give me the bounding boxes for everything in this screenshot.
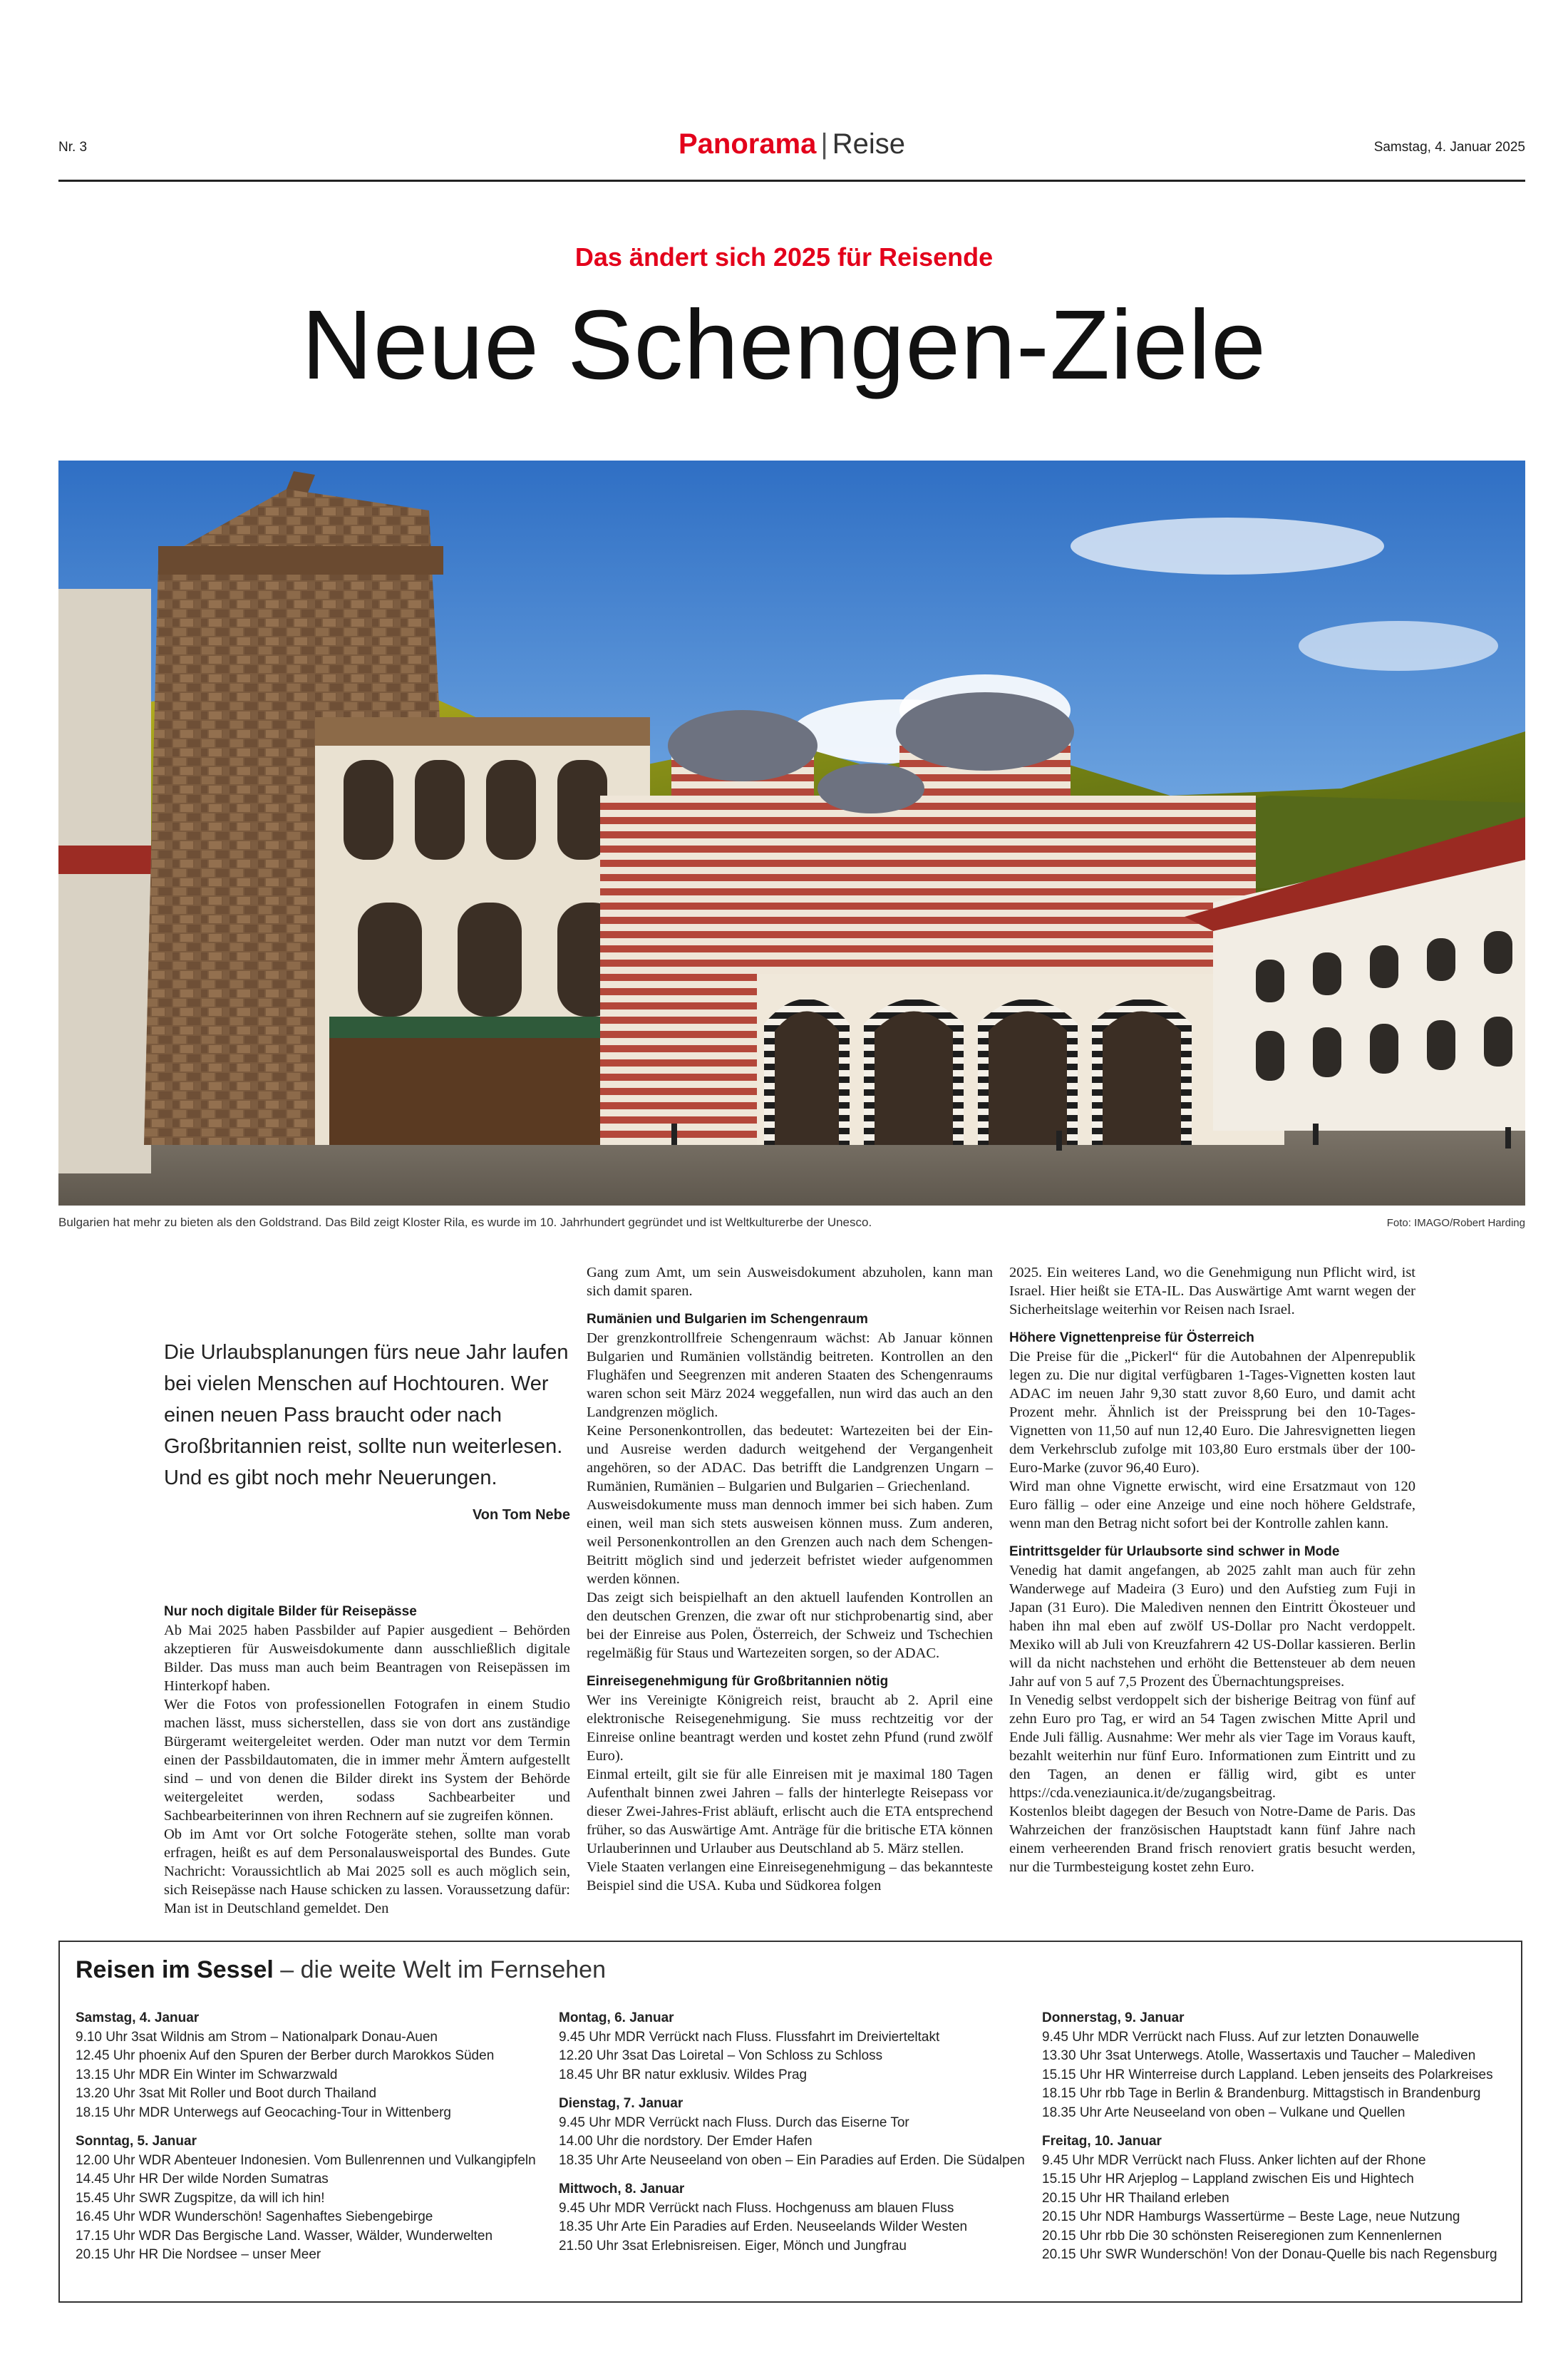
- paragraph: Keine Personenkontrollen, das bedeutet: Wartezeiten bei der Ein- und Ausreise werden dadurch weitgehend der Vergangenheit angehören, so der ADAC. Das betrifft die Landgrenzen Ungarn – Rumänien, Rumänien – Bulgarien und Bulgarien – Griechenland.: [587, 1423, 993, 1494]
- subheading: Einreisegenehmigung für Großbritannien nötig: [587, 1674, 889, 1689]
- paragraph: Der grenzkontrollfreie Schengenraum wächst: Ab Januar können Bulgarien und Rumänien vollständig beitreten. Kontrollen an den Flughäfen und Seegrenzen mit anderen Staaten des Schengenraums waren schon seit März 2024 weggefallen, nun wird das auch an den Landgrenzen möglich.: [587, 1330, 993, 1420]
- tv-item: 18.35 Uhr Arte Ein Paradies auf Erden. Neuseelands Wilder Westen: [559, 2219, 968, 2234]
- photo-credit: Foto: IMAGO/Robert Harding: [1386, 1217, 1525, 1229]
- tv-item: 12.45 Uhr phoenix Auf den Spuren der Berber durch Marokkos Süden: [76, 2048, 495, 2063]
- paragraph: Wer die Fotos von professionellen Fotografen in einem Studio machen lässt, muss sicherstellen, dass sie von dort ans zuständige Bürgeramt weitergeleitet werden. Oder man nutzt vor dem Termin einen der Passbildautomaten, die in immer mehr Ämtern aufgestellt sind – und von denen die Bilder direkt ins System der Behörde weitergeleitet werden, sodass Sachbearbeiter und Sachbearbeiterinnen von ihren Rechnern auf sie zugreifen können.: [164, 1697, 570, 1824]
- paragraph: Gang zum Amt, um sein Ausweisdokument abzuholen, kann man sich damit sparen.: [587, 1265, 993, 1299]
- tv-item: 13.20 Uhr 3sat Mit Roller und Boot durch Thailand: [76, 2086, 377, 2101]
- article-teaser: [164, 1337, 570, 1531]
- tv-item: 18.15 Uhr rbb Tage in Berlin & Brandenburg. Mittagstisch in Brandenburg: [1042, 2086, 1481, 2101]
- paragraph: Viele Staaten verlangen eine Einreisegenehmigung – das bekannteste Beispiel sind die USA. Kuba und Südkorea folgen: [587, 1859, 993, 1894]
- tv-title-sub: – die weite Welt im Fernsehen: [280, 1956, 606, 1983]
- paragraph: Ob im Amt vor Ort solche Fotogeräte stehen, sollte man vorab erfragen, heißt es auf dem Personalausweisportal des Bundes. Gute Nachricht: Voraussichtlich ab Mai 2025 soll es auch möglich sein, sich Reisepässe nach Hause schicken zu lassen. Voraussetzung dafür: Man ist in Deutschland gemeldet. Den: [164, 1826, 570, 1916]
- photo-caption: Bulgarien hat mehr zu bieten als den Goldstrand. Das Bild zeigt Kloster Rila, es wurde im 10. Jahrhundert gegründet und ist Weltkulturerbe der Unesco.: [58, 1216, 872, 1229]
- subheading: Nur noch digitale Bilder für Reisepässe: [164, 1604, 417, 1619]
- article-column-3: [1009, 1263, 1415, 1876]
- tv-item: 12.20 Uhr 3sat Das Loiretal – Von Schloss zu Schloss: [559, 2048, 883, 2063]
- paragraph: In Venedig selbst verdoppelt sich der bisherige Beitrag von fünf auf zehn Euro pro Tag, er wird an 54 Tagen zwischen Mitte April und Ende Juli fällig. Ausnahme: Wer mehr als vier Tage im Voraus kauft, bezahlt weiterhin nur fünf Euro. Informationen zum Eintritt und zu den Tagen, an denen er fällig wird, gibt es unter https://cda.veneziaunica.it/de/zugangsbeitrag.: [1009, 1692, 1415, 1801]
- tv-item: 9.45 Uhr MDR Verrückt nach Fluss. Hochgenuss am blauen Fluss: [559, 2200, 954, 2216]
- tv-item: 9.45 Uhr MDR Verrückt nach Fluss. Flussfahrt im Dreivierteltakt: [559, 2029, 940, 2045]
- tv-day: Montag, 6. Januar: [559, 2010, 674, 2025]
- tv-item: 21.50 Uhr 3sat Erlebnisreisen. Eiger, Mönch und Jungfrau: [559, 2238, 907, 2254]
- tv-item: 18.35 Uhr Arte Neuseeland von oben – Ein Paradies auf Erden. Die Südalpen: [559, 2152, 1025, 2168]
- section-label: [58, 128, 1525, 160]
- article-column-2: [587, 1263, 993, 1895]
- byline: Von Tom Nebe: [472, 1507, 570, 1523]
- tv-item: 9.45 Uhr MDR Verrückt nach Fluss. Anker lichten auf der Rhone: [1042, 2152, 1426, 2168]
- paragraph: Venedig hat damit angefangen, ab 2025 zahlt man auch für zehn Wanderwege auf Madeira (3 Euro) und den Aufstieg zum Fuji in Japan (31 Euro). Die Malediven nennen den Eintritt Ökosteuer und haben ihn mal eben auf zwölf US-Dollar pro Nacht verdoppelt. Mexiko will ab Juli von Kreuzfahrern 42 US-Dollar kassieren. Berlin will da nicht nachstehen und erhöht die Bettensteuer ab dem neuen Jahr auf von 5 auf 7,5 Prozent des Übernachtungspreises.: [1009, 1563, 1415, 1690]
- tv-item: 13.30 Uhr 3sat Unterwegs. Atolle, Wassertaxis und Taucher – Malediven: [1042, 2048, 1476, 2063]
- tv-day: Donnerstag, 9. Januar: [1042, 2010, 1185, 2025]
- monastery-photo: [58, 461, 1525, 1206]
- tv-item: 20.15 Uhr HR Die Nordsee – unser Meer: [76, 2247, 321, 2262]
- paragraph: Wird man ohne Vignette erwischt, wird eine Ersatzmaut von 120 Euro fällig – oder eine Anzeige und eine noch höhere Geldstrafe, wenn man den Betrag nicht sofort bei der Kontrolle zahlen kann.: [1009, 1479, 1415, 1531]
- brand-name: Panorama: [678, 128, 817, 160]
- page-header: [58, 128, 1525, 171]
- paragraph: 2025. Ein weiteres Land, wo die Genehmigung nun Pflicht wird, ist Israel. Hier heißt sie ETA-IL. Das Auswärtige Amt warnt wegen der Sicherheitslage weiterhin vor Reisen nach Israel.: [1009, 1265, 1415, 1317]
- tv-day: Samstag, 4. Januar: [76, 2010, 200, 2025]
- tv-day: Sonntag, 5. Januar: [76, 2134, 197, 2149]
- issue-date: Samstag, 4. Januar 2025: [1373, 140, 1525, 155]
- paragraph: Ausweisdokumente muss man dennoch immer bei sich haben. Zum einen, weil man sich stets ausweisen können muss. Zum anderen, weil Personenkontrollen an den Grenzen auch nach dem Schengen-Beitritt möglich sind und jederzeit befristet wieder aufgenommen werden können.: [587, 1497, 993, 1587]
- header-rule: [58, 180, 1525, 182]
- kicker: Das ändert sich 2025 für Reisende: [574, 242, 994, 272]
- tv-item: 14.00 Uhr die nordstory. Der Emder Hafen: [559, 2134, 813, 2149]
- paragraph: Einmal erteilt, gilt sie für alle Einreisen mit je maximal 180 Tagen Aufenthalt binnen zwei Jahren – falls der hinterlegte Reisepass vor dieser Zwei-Jahres-Frist abläuft, erlischt auch die ETA entsprechend früher, so das Auswärtige Amt. Anträge für die britische ETA können Urlauberinnen und Urlauber aus Deutschland ab 5. März stellen.: [587, 1767, 993, 1856]
- tv-item: 14.45 Uhr HR Der wilde Norden Sumatras: [76, 2172, 329, 2187]
- tv-item: 18.35 Uhr Arte Neuseeland von oben – Vulkane und Quellen: [1042, 2105, 1405, 2120]
- teaser-text: Die Urlaubsplanungen fürs neue Jahr laufen bei vielen Menschen auf Hochtouren. Wer einen neuen Pass braucht oder nach Großbritannien reist, sollte nun weiterlesen. Und es gibt noch mehr Neuerungen.: [164, 1341, 569, 1489]
- subheading: Rumänien und Bulgarien im Schengenraum: [587, 1312, 868, 1327]
- paragraph: Das zeigt sich beispielhaft an den aktuell laufenden Kontrollen an den deutschen Grenzen, die zwar oft nur stichprobenartig sind, aber bei der Einreise aus Polen, Österreich, der Schweiz und Tschechien regelmäßig für Staus und Wartezeiten sorgen, so der ADAC.: [587, 1590, 993, 1661]
- tv-column-2: [559, 2009, 1029, 2256]
- tv-day: Freitag, 10. Januar: [1042, 2134, 1162, 2149]
- tv-item: 9.45 Uhr MDR Verrückt nach Fluss. Durch das Eiserne Tor: [559, 2115, 909, 2130]
- tv-column-3: [1042, 2009, 1512, 2265]
- article-column-1: [164, 1603, 570, 1918]
- tv-box-title: [76, 1956, 606, 1984]
- paragraph: Kostenlos bleibt dagegen der Besuch von Notre-Dame de Paris. Das Wahrzeichen der französischen Hauptstadt kann fünf Jahre nach einem verheerenden Brand frisch renoviert gratis besucht werden, nur die Turmbesteigung kostet zehn Euro.: [1009, 1804, 1415, 1875]
- tv-column-1: [76, 2009, 546, 2265]
- paragraph: Die Preise für die „Pickerl“ für die Autobahnen der Alpenrepublik legen zu. Die nur digital verfügbaren 1-Tages-Vignetten kosten laut ADAC im neuen Jahr 9,30 statt zuvor 8,60 Euro, und damit acht Prozent mehr. Ähnlich ist der Preissprung bei den 10-Tages-Vignetten von 11,50 auf nun 12,40 Euro. Die Jahresvignetten liegen dem Verkehrsclub zufolge mit 103,80 Euro erstmals über der 100-Euro-Marke (zuvor 96,40 Euro).: [1009, 1349, 1415, 1476]
- tv-item: 18.45 Uhr BR natur exklusiv. Wildes Prag: [559, 2067, 808, 2082]
- subheading: Eintrittsgelder für Urlaubsorte sind schwer in Mode: [1009, 1544, 1340, 1559]
- tv-item: 15.45 Uhr SWR Zugspitze, da will ich hin!: [76, 2190, 325, 2206]
- tv-item: 13.15 Uhr MDR Ein Winter im Schwarzwald: [76, 2067, 338, 2082]
- subheading: Höhere Vignettenpreise für Österreich: [1009, 1330, 1254, 1345]
- tv-title-main: Reisen im Sessel: [76, 1956, 274, 1983]
- issue-number: Nr. 3: [58, 140, 88, 155]
- tv-item: 20.15 Uhr SWR Wunderschön! Von der Donau-Quelle bis nach Regensburg: [1042, 2247, 1497, 2262]
- tv-item: 15.15 Uhr HR Arjeplog – Lappland zwischen Eis und Hightech: [1042, 2172, 1414, 2187]
- tv-item: 20.15 Uhr NDR Hamburgs Wassertürme – Beste Lage, neue Nutzung: [1042, 2209, 1460, 2224]
- headline: Neue Schengen-Ziele: [301, 290, 1267, 400]
- tv-item: 20.15 Uhr HR Thailand erleben: [1042, 2190, 1229, 2206]
- section-separator: |: [820, 128, 828, 160]
- tv-item: 17.15 Uhr WDR Das Bergische Land. Wasser, Wälder, Wunderwelten: [76, 2228, 493, 2244]
- tv-day: Mittwoch, 8. Januar: [559, 2182, 685, 2196]
- paragraph: Wer ins Vereinigte Königreich reist, braucht ab 2. April eine elektronische Reisegenehmigung. Sie muss rechtzeitig vor der Einreise online beantragt werden und kostet zehn Pfund (rund zwölf Euro).: [587, 1692, 993, 1764]
- tv-item: 20.15 Uhr rbb Die 30 schönsten Reiseregionen zum Kennenlernen: [1042, 2228, 1442, 2244]
- section-name: Reise: [832, 128, 906, 160]
- tv-listings-box: [58, 1941, 1522, 2303]
- tv-item: 16.45 Uhr WDR Wunderschön! Sagenhaftes Siebengebirge: [76, 2209, 433, 2224]
- paragraph: Ab Mai 2025 haben Passbilder auf Papier ausgedient – Behörden akzeptieren für Ausweisdokumente dann ausschließlich digitale Bilder. Das muss man auch beim Beantragen von Reisepässen im Hinterkopf haben.: [164, 1623, 570, 1694]
- tv-item: 9.10 Uhr 3sat Wildnis am Strom – Nationalpark Donau-Auen: [76, 2029, 438, 2045]
- tv-item: 18.15 Uhr MDR Unterwegs auf Geocaching-Tour in Wittenberg: [76, 2105, 451, 2120]
- tv-item: 15.15 Uhr HR Winterreise durch Lappland. Leben jenseits des Polarkreises: [1042, 2067, 1493, 2082]
- tv-day: Dienstag, 7. Januar: [559, 2096, 684, 2111]
- tv-item: 9.45 Uhr MDR Verrückt nach Fluss. Auf zur letzten Donauwelle: [1042, 2029, 1420, 2045]
- tv-item: 12.00 Uhr WDR Abenteuer Indonesien. Vom Bullenrennen und Vulkangipfeln: [76, 2152, 536, 2168]
